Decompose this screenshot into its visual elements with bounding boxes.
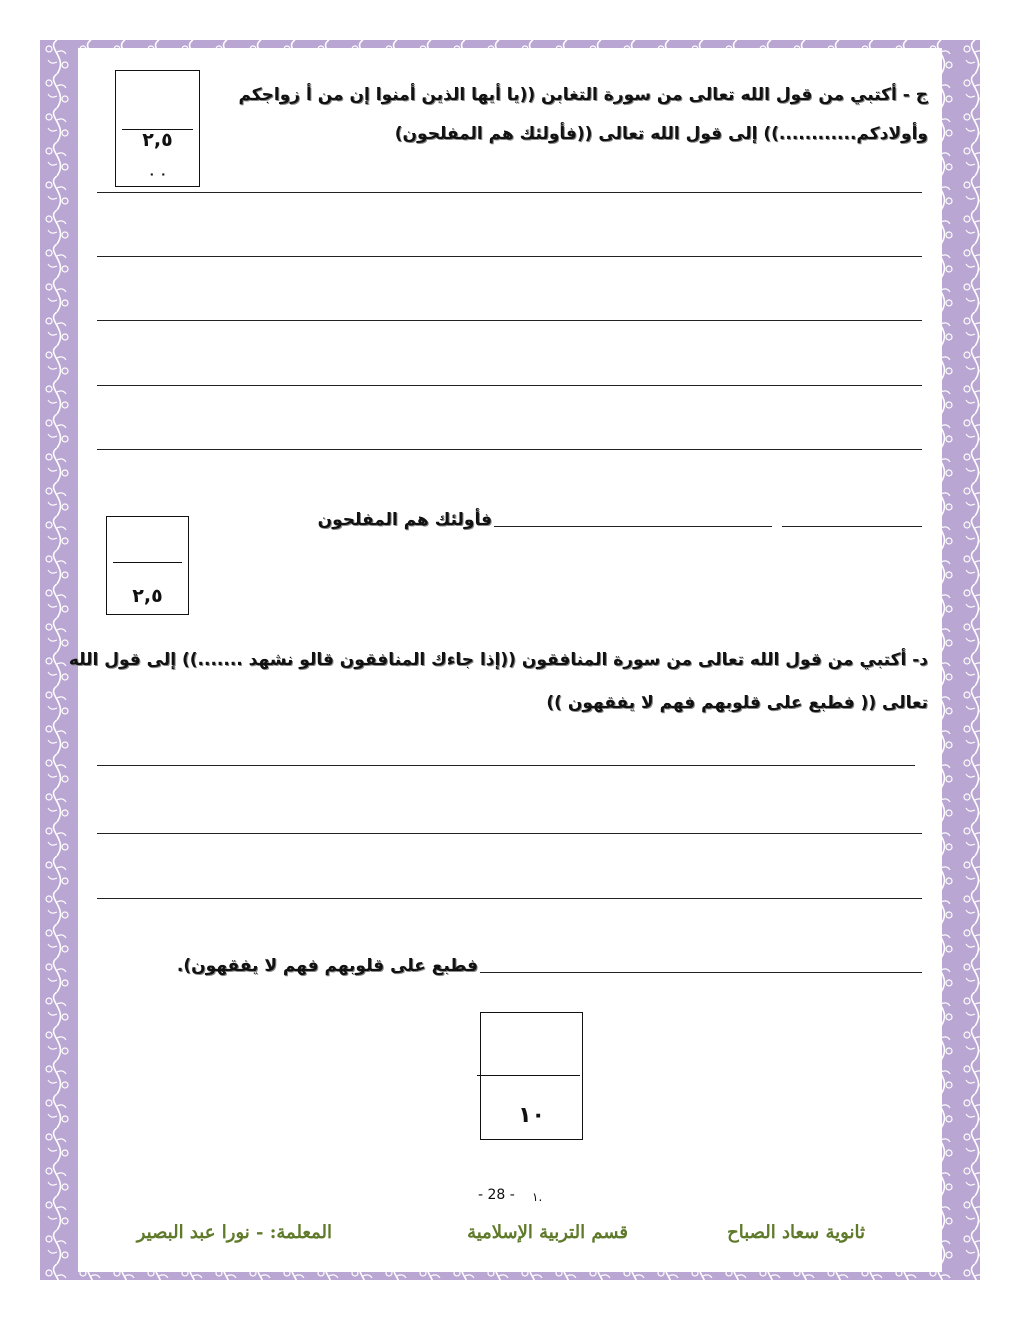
score-box-c-ending [106,516,189,615]
section-d-ending: فطبع على قلوبهم فهم لا يفقهون). [176,956,478,976]
answer-line [97,320,922,321]
page-number: - 28 - [478,1187,515,1203]
answer-line [97,449,922,450]
total-score-value: ١٠ [518,1103,545,1128]
answer-line [97,833,922,834]
score-c-value: ٢,٥ [142,129,173,151]
score-c-ending-value: ٢,٥ [132,585,163,607]
score-box-divider [477,1075,580,1076]
score-box-c [115,70,200,187]
section-c-ending: فأولئك هم المفلحون [317,510,492,530]
score-box-divider [113,562,182,563]
page-mark: ١. [532,1190,543,1204]
answer-line-short [782,526,922,527]
footer-teacher: المعلمة: - نورا عبد البصير [136,1222,332,1243]
footer-school: ثانوية سعاد الصباح [727,1222,865,1243]
section-c-instruction-line2: وأولادكم............)) إلى قول الله تعالى ((فأولئك هم المفلحون) [394,124,928,144]
footer-department: قسم التربية الإسلامية [467,1222,628,1243]
total-score-box [480,1012,583,1140]
score-c-fragment: ٠ ٠ [148,167,167,181]
section-d-instruction-line2: تعالى (( فطبع على قلوبهم فهم لا يفقهون )) [546,693,928,713]
section-d-instruction-line1: د- أكتبي من قول الله تعالى من سورة المنافقون ((إذا جاءك المنافقون قالو نشهد .......)) إلى قول الله [68,650,928,670]
section-c-instruction-line1: ج - أكتبي من قول الله تعالى من سورة التغابن ((يا أيها الذين أمنوا إن من أ زواجكم [238,85,928,105]
answer-line [97,385,922,386]
answer-line [97,765,915,766]
answer-line [97,192,922,193]
answer-line [97,256,922,257]
answer-line-short [480,972,922,973]
answer-line [97,898,922,899]
answer-line-short [494,526,772,527]
